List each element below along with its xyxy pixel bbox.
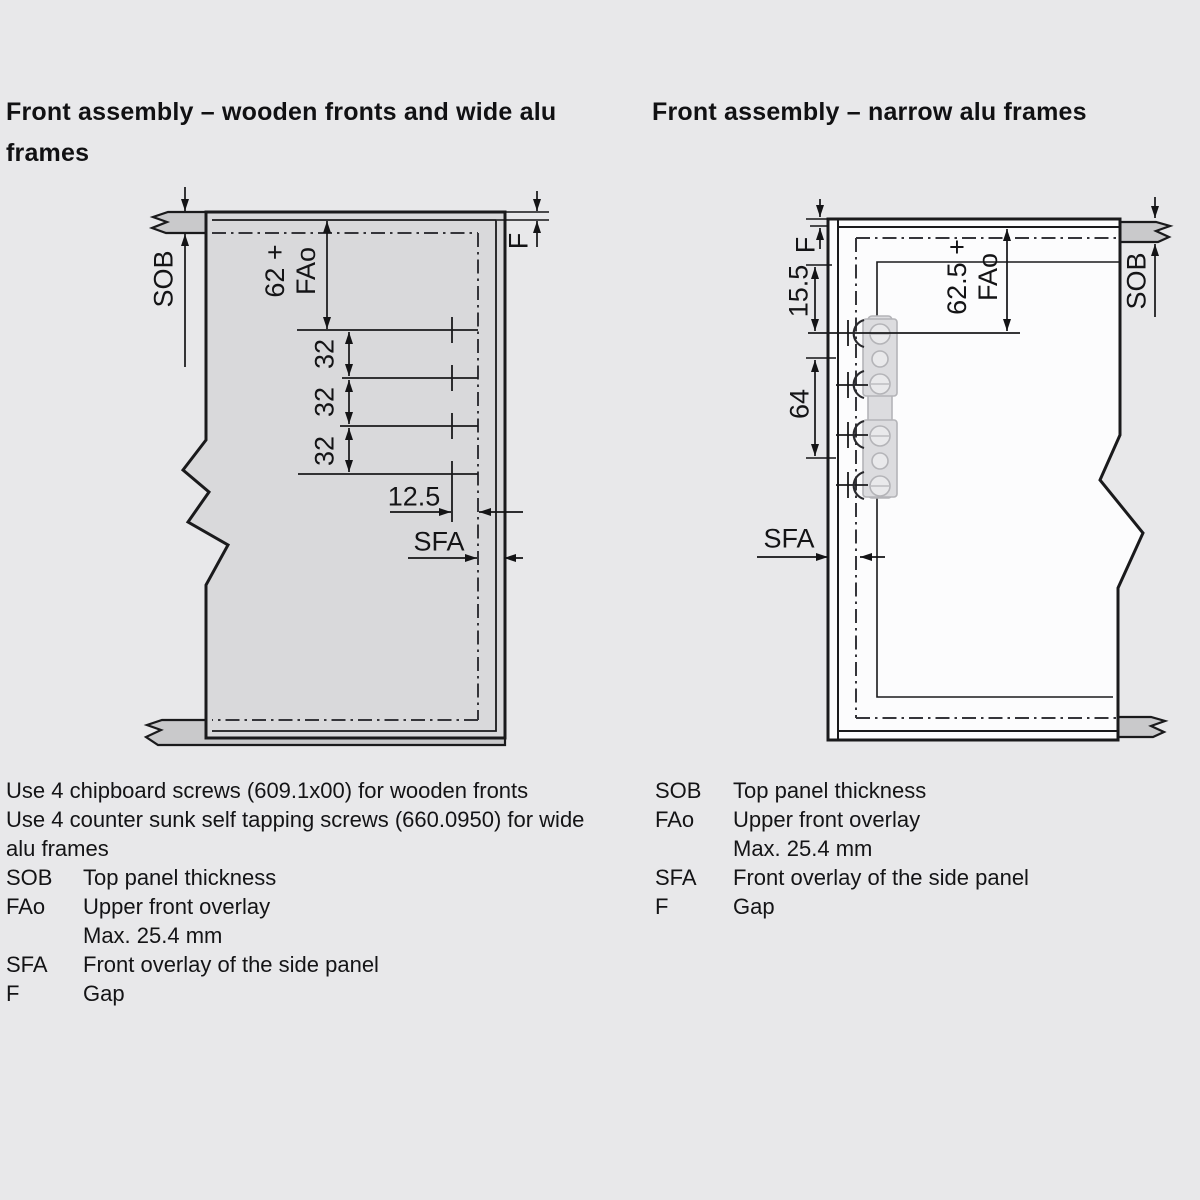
- legend-def: Upper front overlay: [733, 807, 921, 832]
- left-diagram: [146, 187, 549, 745]
- bottom-panel-board: [1118, 717, 1165, 737]
- spacing-64-label: 64: [784, 388, 815, 420]
- right-title: Front assembly – narrow alu frames: [652, 98, 1087, 126]
- legend-row: [6, 950, 618, 979]
- legend-def: Gap: [733, 894, 775, 919]
- gap-dimension-label: F: [503, 232, 534, 250]
- fao-dimension-label: 62.5 + FAo: [942, 239, 1003, 315]
- legend-row: [655, 805, 1175, 834]
- legend-row: [655, 834, 1175, 863]
- front-panel: [183, 212, 505, 738]
- left-title: Front assembly – wooden fronts and wide alu frames: [6, 98, 557, 167]
- left-legend: [6, 776, 618, 1008]
- legend-term: FAo: [6, 894, 46, 919]
- spacing-32-label: 32: [309, 338, 340, 370]
- legend-term: [6, 921, 83, 950]
- legend-def: Front overlay of the side panel: [733, 865, 1029, 890]
- legend-row: [6, 921, 618, 950]
- legend-term: SFA: [6, 952, 48, 977]
- sob-dimension-label: SOB: [1121, 252, 1152, 310]
- legend-row: [655, 776, 1175, 805]
- legend-def: Top panel thickness: [83, 865, 277, 890]
- offset-15-5-label: 15.5: [783, 264, 814, 318]
- right-legend: [655, 776, 1175, 921]
- legend-def: Max. 25.4 mm: [83, 923, 223, 948]
- screw-note: Use 4 chipboard screws (609.1x00) for wooden fronts: [6, 778, 529, 803]
- legend-term: SFA: [655, 865, 697, 890]
- legend-def: Gap: [83, 981, 125, 1006]
- legend-row: [6, 892, 618, 921]
- sfa-dimension-label: SFA: [413, 526, 465, 557]
- legend-def: Upper front overlay: [83, 894, 271, 919]
- mounting-brackets: [863, 316, 897, 498]
- top-panel-board: [1120, 222, 1170, 242]
- legend-term: [655, 834, 733, 863]
- legend-term: SOB: [6, 865, 53, 890]
- sfa-dimension-label: SFA: [763, 523, 815, 554]
- legend-term: F: [6, 981, 20, 1006]
- legend-row: [6, 979, 618, 1008]
- legend-term: F: [655, 894, 669, 919]
- spacing-32-label: 32: [309, 435, 340, 467]
- gap-dimension-label: F: [790, 236, 821, 254]
- legend-row: [655, 892, 1175, 921]
- legend-term: SOB: [655, 778, 702, 803]
- legend-def: Top panel thickness: [733, 778, 927, 803]
- legend-row: [6, 863, 618, 892]
- legend-term: FAo: [655, 807, 695, 832]
- fao-dimension-label: 62 + FAo: [260, 244, 321, 298]
- spacing-32-label: 32: [309, 386, 340, 418]
- sob-dimension-label: SOB: [148, 250, 179, 308]
- legend-row: [655, 863, 1175, 892]
- offset-12-5-label: 12.5: [387, 481, 441, 512]
- legend-def: Front overlay of the side panel: [83, 952, 379, 977]
- legend-def: Max. 25.4 mm: [733, 836, 873, 861]
- screw-note: Use 4 counter sunk self tapping screws (660.0950) for wide alu frames: [6, 807, 585, 861]
